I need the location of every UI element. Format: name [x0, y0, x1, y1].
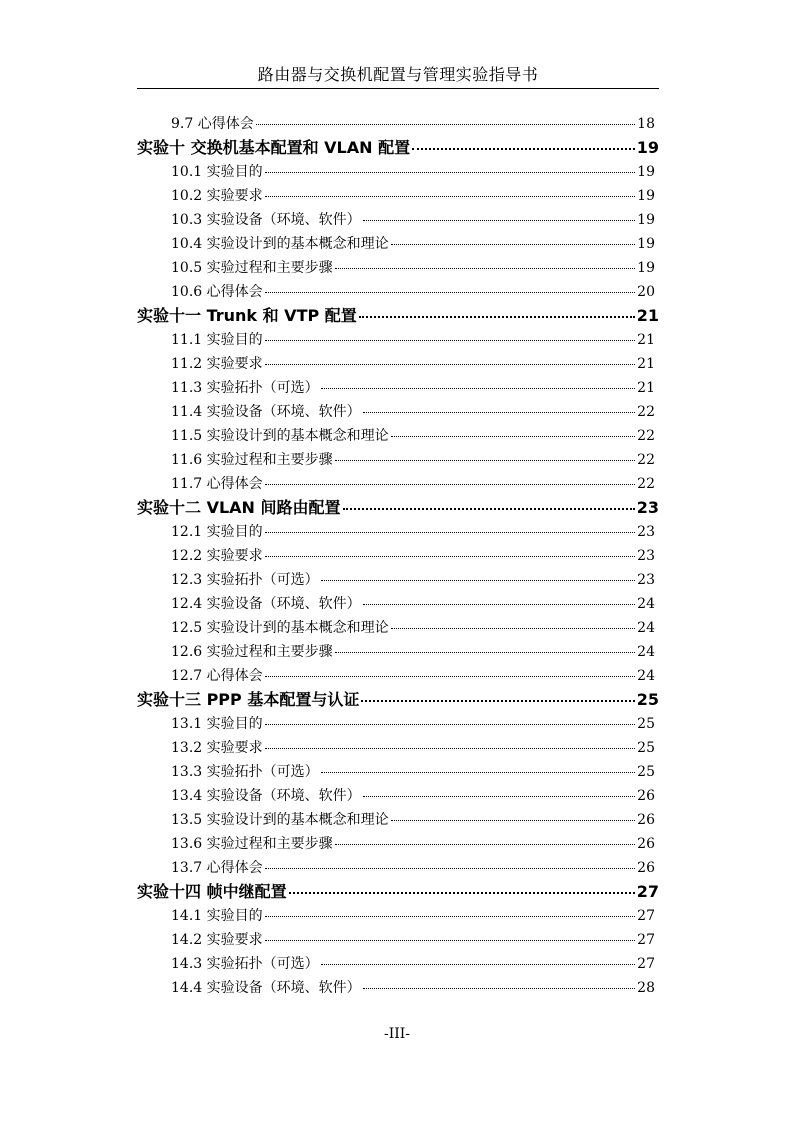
toc-entry-page: 25	[636, 690, 659, 709]
dot-leader	[265, 916, 636, 917]
toc-section-entry[interactable]	[137, 928, 659, 952]
toc-section-entry[interactable]	[137, 208, 659, 232]
toc-entry-label: 13.5 实验设计到的基本概念和理论	[171, 812, 389, 828]
toc-section-entry[interactable]	[137, 760, 659, 784]
dot-leader	[265, 364, 636, 365]
toc-section-entry[interactable]	[137, 712, 659, 736]
toc-section-entry[interactable]	[137, 640, 659, 664]
toc-entry-page: 19	[637, 212, 655, 228]
toc-section-entry[interactable]	[137, 568, 659, 592]
dot-leader	[321, 964, 636, 965]
dot-leader	[343, 508, 635, 510]
toc-entry-page: 24	[637, 644, 655, 660]
toc-entry-label: 实验十三 PPP 基本配置与认证	[137, 690, 360, 709]
toc-section-entry[interactable]	[137, 112, 659, 136]
dot-leader	[412, 148, 635, 150]
dot-leader	[335, 268, 636, 269]
toc-chapter-entry[interactable]	[137, 136, 659, 160]
toc-entry-page: 18	[637, 116, 655, 132]
toc-chapter-entry[interactable]	[137, 880, 659, 904]
toc-entry-label: 实验十四 帧中继配置	[137, 882, 287, 901]
toc-chapter-entry[interactable]	[137, 496, 659, 520]
toc-entry-page: 23	[637, 524, 655, 540]
toc-entry-label: 14.1 实验目的	[171, 908, 263, 924]
dot-leader	[335, 460, 636, 461]
toc-entry-page: 23	[637, 548, 655, 564]
toc-entry-page: 24	[637, 668, 655, 684]
toc-section-entry[interactable]	[137, 184, 659, 208]
toc-section-entry[interactable]	[137, 832, 659, 856]
toc-entry-label: 10.5 实验过程和主要步骤	[171, 260, 333, 276]
toc-entry-page: 25	[637, 740, 655, 756]
toc-entry-page: 27	[637, 908, 655, 924]
toc-entry-page: 28	[637, 980, 655, 996]
toc-entry-page: 22	[637, 452, 655, 468]
toc-entry-label: 11.4 实验设备（环境、软件）	[171, 404, 361, 420]
toc-entry-label: 13.3 实验拓扑（可选）	[171, 764, 319, 780]
toc-section-entry[interactable]	[137, 352, 659, 376]
toc-entry-page: 25	[637, 716, 655, 732]
toc-entry-label: 实验十一 Trunk 和 VTP 配置	[137, 306, 357, 325]
dot-leader	[265, 724, 636, 725]
toc-section-entry[interactable]	[137, 616, 659, 640]
toc-entry-label: 11.1 实验目的	[171, 332, 263, 348]
toc-entry-page: 23	[636, 498, 659, 517]
dot-leader	[321, 580, 636, 581]
dot-leader	[391, 628, 636, 629]
toc-entry-label: 11.2 实验要求	[171, 356, 263, 372]
running-header: 路由器与交换机配置与管理实验指导书	[257, 65, 539, 84]
toc-section-entry[interactable]	[137, 448, 659, 472]
toc-entry-page: 20	[637, 284, 655, 300]
toc-entry-label: 11.7 心得体会	[171, 476, 263, 492]
toc-section-entry[interactable]	[137, 280, 659, 304]
toc-entry-page: 22	[637, 476, 655, 492]
dot-leader	[256, 124, 635, 125]
dot-leader	[391, 436, 636, 437]
dot-leader	[265, 172, 636, 173]
toc-section-entry[interactable]	[137, 400, 659, 424]
toc-section-entry[interactable]	[137, 592, 659, 616]
dot-leader	[361, 700, 634, 702]
toc-entry-label: 10.1 实验目的	[171, 164, 263, 180]
toc-entry-label: 12.5 实验设计到的基本概念和理论	[171, 620, 389, 636]
toc-entry-page: 21	[637, 332, 655, 348]
toc-entry-page: 19	[637, 188, 655, 204]
dot-leader	[265, 868, 636, 869]
toc-entry-label: 10.3 实验设备（环境、软件）	[171, 212, 361, 228]
toc-entry-page: 27	[637, 956, 655, 972]
table-of-contents	[137, 112, 659, 1000]
dot-leader	[363, 796, 636, 797]
toc-entry-page: 26	[637, 788, 655, 804]
toc-section-entry[interactable]	[137, 784, 659, 808]
toc-entry-page: 23	[637, 572, 655, 588]
dot-leader	[265, 940, 636, 941]
toc-section-entry[interactable]	[137, 544, 659, 568]
toc-section-entry[interactable]	[137, 856, 659, 880]
toc-entry-page: 24	[637, 596, 655, 612]
toc-section-entry[interactable]	[137, 952, 659, 976]
dot-leader	[363, 220, 636, 221]
toc-entry-label: 14.2 实验要求	[171, 932, 263, 948]
dot-leader	[265, 484, 636, 485]
toc-entry-page: 21	[637, 380, 655, 396]
dot-leader	[391, 244, 636, 245]
toc-entry-page: 22	[637, 428, 655, 444]
toc-entry-label: 12.3 实验拓扑（可选）	[171, 572, 319, 588]
dot-leader	[335, 844, 636, 845]
toc-entry-label: 13.4 实验设备（环境、软件）	[171, 788, 361, 804]
toc-entry-page: 21	[637, 356, 655, 372]
toc-entry-page: 26	[637, 860, 655, 876]
dot-leader	[265, 340, 636, 341]
toc-section-entry[interactable]	[137, 520, 659, 544]
toc-entry-label: 14.4 实验设备（环境、软件）	[171, 980, 361, 996]
toc-entry-label: 12.6 实验过程和主要步骤	[171, 644, 333, 660]
dot-leader	[265, 676, 636, 677]
toc-entry-page: 22	[637, 404, 655, 420]
toc-entry-label: 13.6 实验过程和主要步骤	[171, 836, 333, 852]
dot-leader	[265, 196, 636, 197]
dot-leader	[363, 412, 636, 413]
toc-entry-label: 13.7 心得体会	[171, 860, 263, 876]
dot-leader	[391, 820, 636, 821]
toc-entry-label: 13.1 实验目的	[171, 716, 263, 732]
toc-entry-label: 11.3 实验拓扑（可选）	[171, 380, 319, 396]
toc-section-entry[interactable]	[137, 736, 659, 760]
toc-section-entry[interactable]	[137, 904, 659, 928]
toc-section-entry[interactable]	[137, 328, 659, 352]
dot-leader	[265, 748, 636, 749]
dot-leader	[335, 652, 636, 653]
toc-entry-page: 21	[636, 306, 659, 325]
toc-entry-label: 12.2 实验要求	[171, 548, 263, 564]
toc-entry-page: 19	[637, 164, 655, 180]
toc-entry-label: 12.7 心得体会	[171, 668, 263, 684]
toc-entry-label: 10.4 实验设计到的基本概念和理论	[171, 236, 389, 252]
dot-leader	[265, 532, 636, 533]
toc-section-entry[interactable]	[137, 232, 659, 256]
page-number: -III-	[383, 1026, 411, 1042]
toc-section-entry[interactable]	[137, 424, 659, 448]
toc-section-entry[interactable]	[137, 808, 659, 832]
dot-leader	[363, 988, 636, 989]
dot-leader	[265, 292, 636, 293]
toc-entry-label: 10.6 心得体会	[171, 284, 263, 300]
dot-leader	[289, 892, 635, 894]
dot-leader	[363, 604, 636, 605]
toc-entry-label: 9.7 心得体会	[171, 116, 254, 132]
dot-leader	[265, 556, 636, 557]
toc-chapter-entry[interactable]	[137, 304, 659, 328]
toc-entry-label: 11.5 实验设计到的基本概念和理论	[171, 428, 389, 444]
dot-leader	[321, 772, 636, 773]
toc-entry-page: 26	[637, 812, 655, 828]
toc-entry-page: 27	[636, 882, 659, 901]
toc-entry-label: 实验十二 VLAN 间路由配置	[137, 498, 341, 517]
toc-entry-label: 12.1 实验目的	[171, 524, 263, 540]
toc-entry-page: 25	[637, 764, 655, 780]
toc-section-entry[interactable]	[137, 472, 659, 496]
toc-entry-label: 14.3 实验拓扑（可选）	[171, 956, 319, 972]
toc-entry-page: 19	[637, 260, 655, 276]
toc-chapter-entry[interactable]	[137, 688, 659, 712]
toc-entry-page: 24	[637, 620, 655, 636]
toc-section-entry[interactable]	[137, 976, 659, 1000]
toc-entry-label: 12.4 实验设备（环境、软件）	[171, 596, 361, 612]
toc-section-entry[interactable]	[137, 664, 659, 688]
toc-entry-label: 11.6 实验过程和主要步骤	[171, 452, 333, 468]
toc-entry-page: 26	[637, 836, 655, 852]
dot-leader	[359, 316, 635, 318]
dot-leader	[321, 388, 636, 389]
toc-entry-label: 实验十 交换机基本配置和 VLAN 配置	[137, 138, 411, 157]
toc-entry-page: 19	[636, 138, 659, 157]
toc-entry-label: 10.2 实验要求	[171, 188, 263, 204]
toc-entry-page: 27	[637, 932, 655, 948]
toc-entry-label: 13.2 实验要求	[171, 740, 263, 756]
toc-entry-page: 19	[637, 236, 655, 252]
toc-section-entry[interactable]	[137, 376, 659, 400]
toc-section-entry[interactable]	[137, 160, 659, 184]
toc-section-entry[interactable]	[137, 256, 659, 280]
header-rule	[137, 88, 659, 89]
